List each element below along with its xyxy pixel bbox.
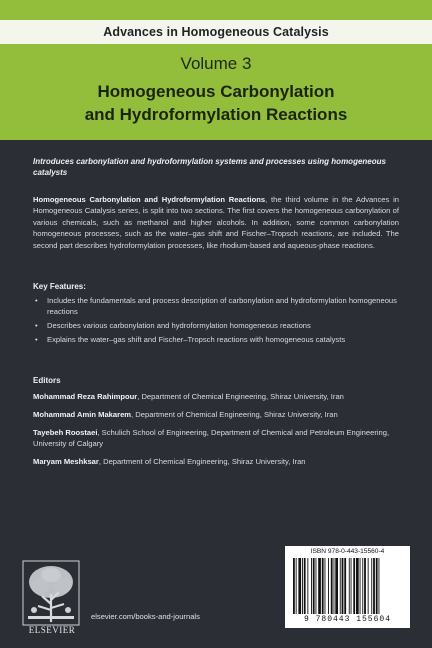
editors-list [33,391,405,474]
editor-entry [33,456,405,467]
barcode-bar [362,558,363,614]
description-lead: Homogeneous Carbonylation and Hydroformylation Reactions [33,195,266,204]
barcode-bar [373,558,375,614]
barcode-bar [328,558,329,614]
editors-title: Editors [33,376,61,385]
barcode-bar [364,558,366,614]
barcode-bar [353,558,355,614]
barcode-bar [340,558,341,614]
series-title: Advances in Homogeneous Catalysis [103,25,329,39]
barcode-panel [285,546,410,628]
barcode-bar [335,558,338,614]
isbn-digits: 9 780443 155604 [303,615,391,624]
key-features-title: Key Features: [33,282,86,291]
editor-name: Mohammad Reza Rahimpour [33,392,138,401]
barcode-bar [371,558,372,614]
barcode-bar [302,558,303,614]
editor-name: Maryam Meshksar [33,457,99,466]
barcode-bar [349,558,350,614]
editor-entry [33,409,405,420]
editor-name: Mohammad Amin Makarem [33,410,132,419]
tagline: Introduces carbonylation and hydroformylation systems and processes using homogeneous catalysts [33,157,386,177]
header-block [0,0,432,140]
barcode-bar [316,558,317,614]
key-feature-item: • Explains the water–gas shift and Fischer–Tropsch reactions with homogeneous catalysts [33,334,403,345]
editor-affiliation: , Schulich School of Engineering, Department of Chemical and Petroleum Engineering, University of Calgary [33,428,390,448]
book-title-line-2: and Hydroformylation Reactions [84,105,348,124]
description-text: , the third volume in the Advances in Homogeneous Catalysis series, is split into two sections. The first covers the homogeneous carbonylation of various chemicals, such as methanol and higher alcohols. In addition, some common carbonylation homogeneous processes, such as the water–gas shift and Fischer–Tropsch reactions, are included. The second part describes hydroformylation processes, like rhodium-based and aqueous-phase reactions. [33,195,399,250]
barcode [291,558,405,614]
volume-label: Volume 3 [180,54,252,73]
book-title-line-1: Homogeneous Carbonylation [97,82,335,101]
barcode-bar [298,558,301,614]
publisher-name: ELSEVIER [28,625,76,635]
barcode-bar [331,558,333,614]
barcode-bar [304,558,306,614]
key-features-list [33,295,403,348]
key-feature-item: • Includes the fundamentals and process description of carbonylation and hydroformylation homogeneous reactions [33,295,403,317]
barcode-bar [344,558,346,614]
editor-affiliation: , Department of Chemical Engineering, Shiraz University, Iran [131,410,338,419]
barcode-bar [318,558,321,614]
barcode-bar [356,558,359,614]
barcode-bar [342,558,344,614]
barcode-bar [322,558,324,614]
barcode-bar [307,558,308,614]
isbn-label: ISBN 978-0-443-15560-4 [310,548,385,555]
key-feature-item: • Describes various carbonylation and hydroformylation homogeneous reactions [33,320,403,331]
barcode-bar [313,558,315,614]
barcode-bar [351,558,352,614]
barcode-bar [368,558,369,614]
description [33,194,399,251]
series-bar [0,20,432,44]
editor-entry [33,427,405,449]
elsevier-tree-logo-icon [22,560,80,628]
barcode-bar [334,558,335,614]
barcode-bar [376,558,378,614]
book-title [0,80,432,126]
barcode-bar [293,558,295,614]
editor-entry [33,391,405,402]
barcode-bar [311,558,312,614]
barcode-bar [296,558,297,614]
barcode-bar [325,558,326,614]
editor-name: Tayebeh Roostaei [33,428,98,437]
editor-affiliation: , Department of Chemical Engineering, Shiraz University, Iran [137,392,344,401]
editor-affiliation: , Department of Chemical Engineering, Shiraz University, Iran [98,457,306,466]
publisher-url[interactable]: elsevier.com/books-and-journals [91,612,200,621]
barcode-bar [379,558,380,614]
barcode-bar [360,558,361,614]
